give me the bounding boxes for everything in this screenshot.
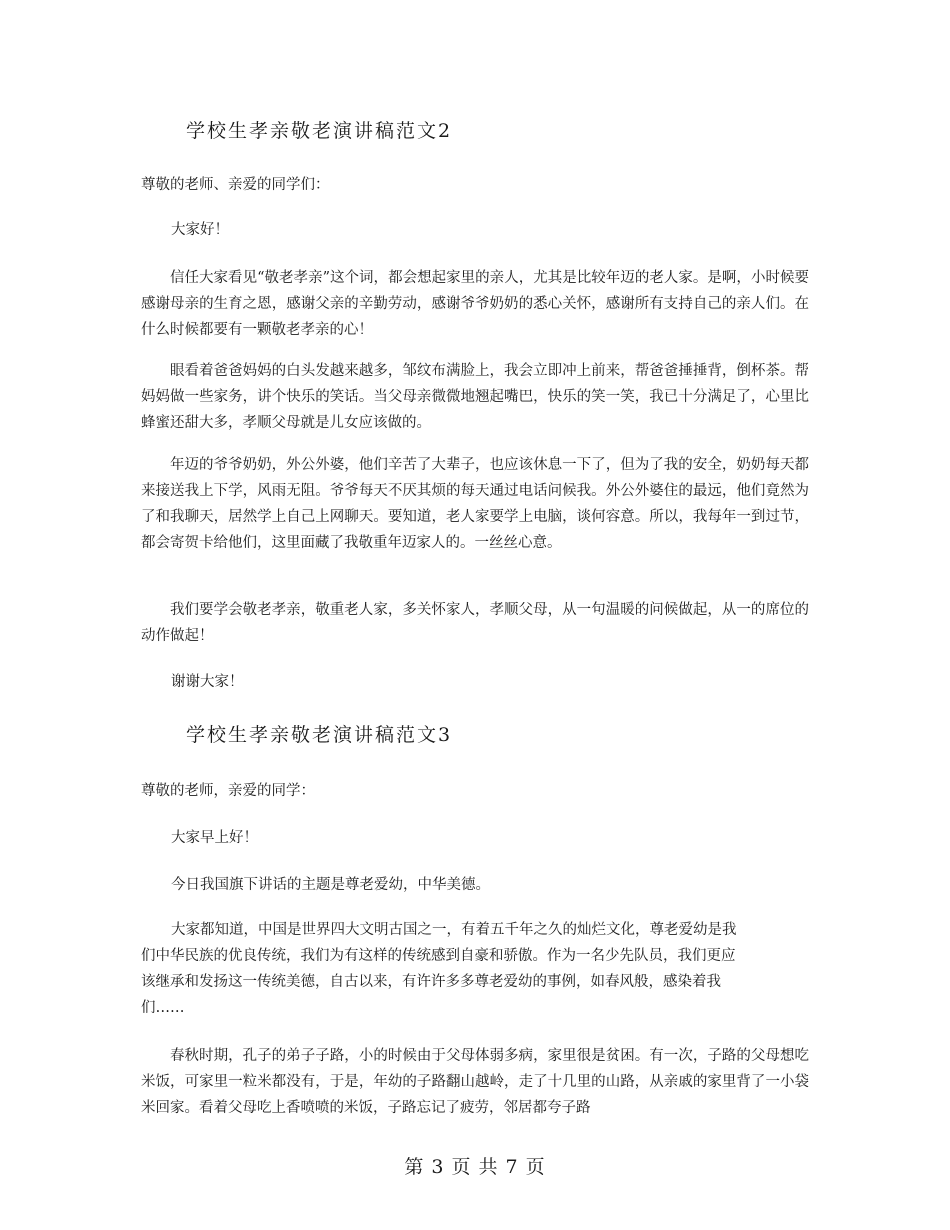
section-3-greeting: 大家早上好！ [171,830,258,846]
section-2-greeting: 大家好！ [171,222,229,238]
paragraph-line: 们中华民族的优良传统，我们为有这样的传统感到自豪和骄傲。作为一名少先队员，我们更应 [141,948,736,964]
section-3-paragraph-2: 春秋时期，孔子的弟子子路，小的时候由于父母体弱多病，家里很是贫困。有一次，子路的父母想吃米饭，可家里一粒米都没有，于是，年幼的子路翻山越岭，走了十几里的山路，从亲戚的家里背了一小袋米回家。看着父母吃上香喷喷的米饭，子路忘记了疲劳，邻居都夸子路 [141,1048,809,1116]
section-2-paragraph-1: 信任大家看见“敬老孝亲”这个词，都会想起家里的亲人，尤其是比较年迈的老人家。是啊，小时候要感谢母亲的生育之恩，感谢父亲的辛勤劳动，感谢爷爷奶奶的悉心关怀，感谢所有支持自己的亲人们。在什么时候都要有一颗敬老孝亲的心！ [141,270,809,338]
section-2-paragraph-2: 眼看着爸爸妈妈的白头发越来越多，邹纹布满脸上，我会立即冲上前来，帮爸爸捶捶背，倒杯茶。帮妈妈做一些家务，讲个快乐的笑话。当父母亲微微地翘起嘴巴，快乐的笑一笑，我已十分满足了，心里比蜂蜜还甜大多，孝顺父母就是儿女应该做的。 [141,363,809,431]
section-3-salutation: 尊敬的老师，亲爱的同学： [141,783,315,799]
section-2-salutation: 尊敬的老师、亲爱的同学们： [141,177,330,193]
page-number-footer: 第 3 页 共 7 页 [404,1156,546,1178]
section-3-theme: 今日我国旗下讲话的主题是尊老爱幼，中华美德。 [171,877,490,893]
paragraph-line: 们…… [141,1000,185,1016]
section-2-title: 学校生孝亲敬老演讲稿范文2 [186,120,453,142]
paragraph-line: 该继承和发扬这一传统美德，自古以来，有许许多多尊老爱幼的事例，如春风般，感染着我 [141,974,721,990]
section-2-paragraph-4: 我们要学会敬老孝亲，敬重老人家，多关怀家人，孝顺父母，从一句温暖的问候做起，从一的席位的动作做起！ [141,602,809,644]
section-2-paragraph-3: 年迈的爷爷奶奶，外公外婆，他们辛苦了大辈子，也应该休息一下了，但为了我的安全，奶奶每天都来接送我上下学，风雨无阻。爷爷每天不厌其烦的每天通过电话问候我。外公外婆住的最远，他们竟然为了和我聊天，居然学上自己上网聊天。要知道，老人家要学上电脑，谈何容意。所以，我每年一到过节，都会寄贺卡给他们，这里面藏了我敬重年迈家人的。一丝丝心意。 [141,457,809,551]
section-3-title: 学校生孝亲敬老演讲稿范文3 [186,724,453,746]
paragraph-line: 大家都知道，中国是世界四大文明古国之一，有着五千年之久的灿烂文化，尊老爱幼是我 [171,922,737,938]
section-2-closing: 谢谢大家！ [171,674,244,690]
